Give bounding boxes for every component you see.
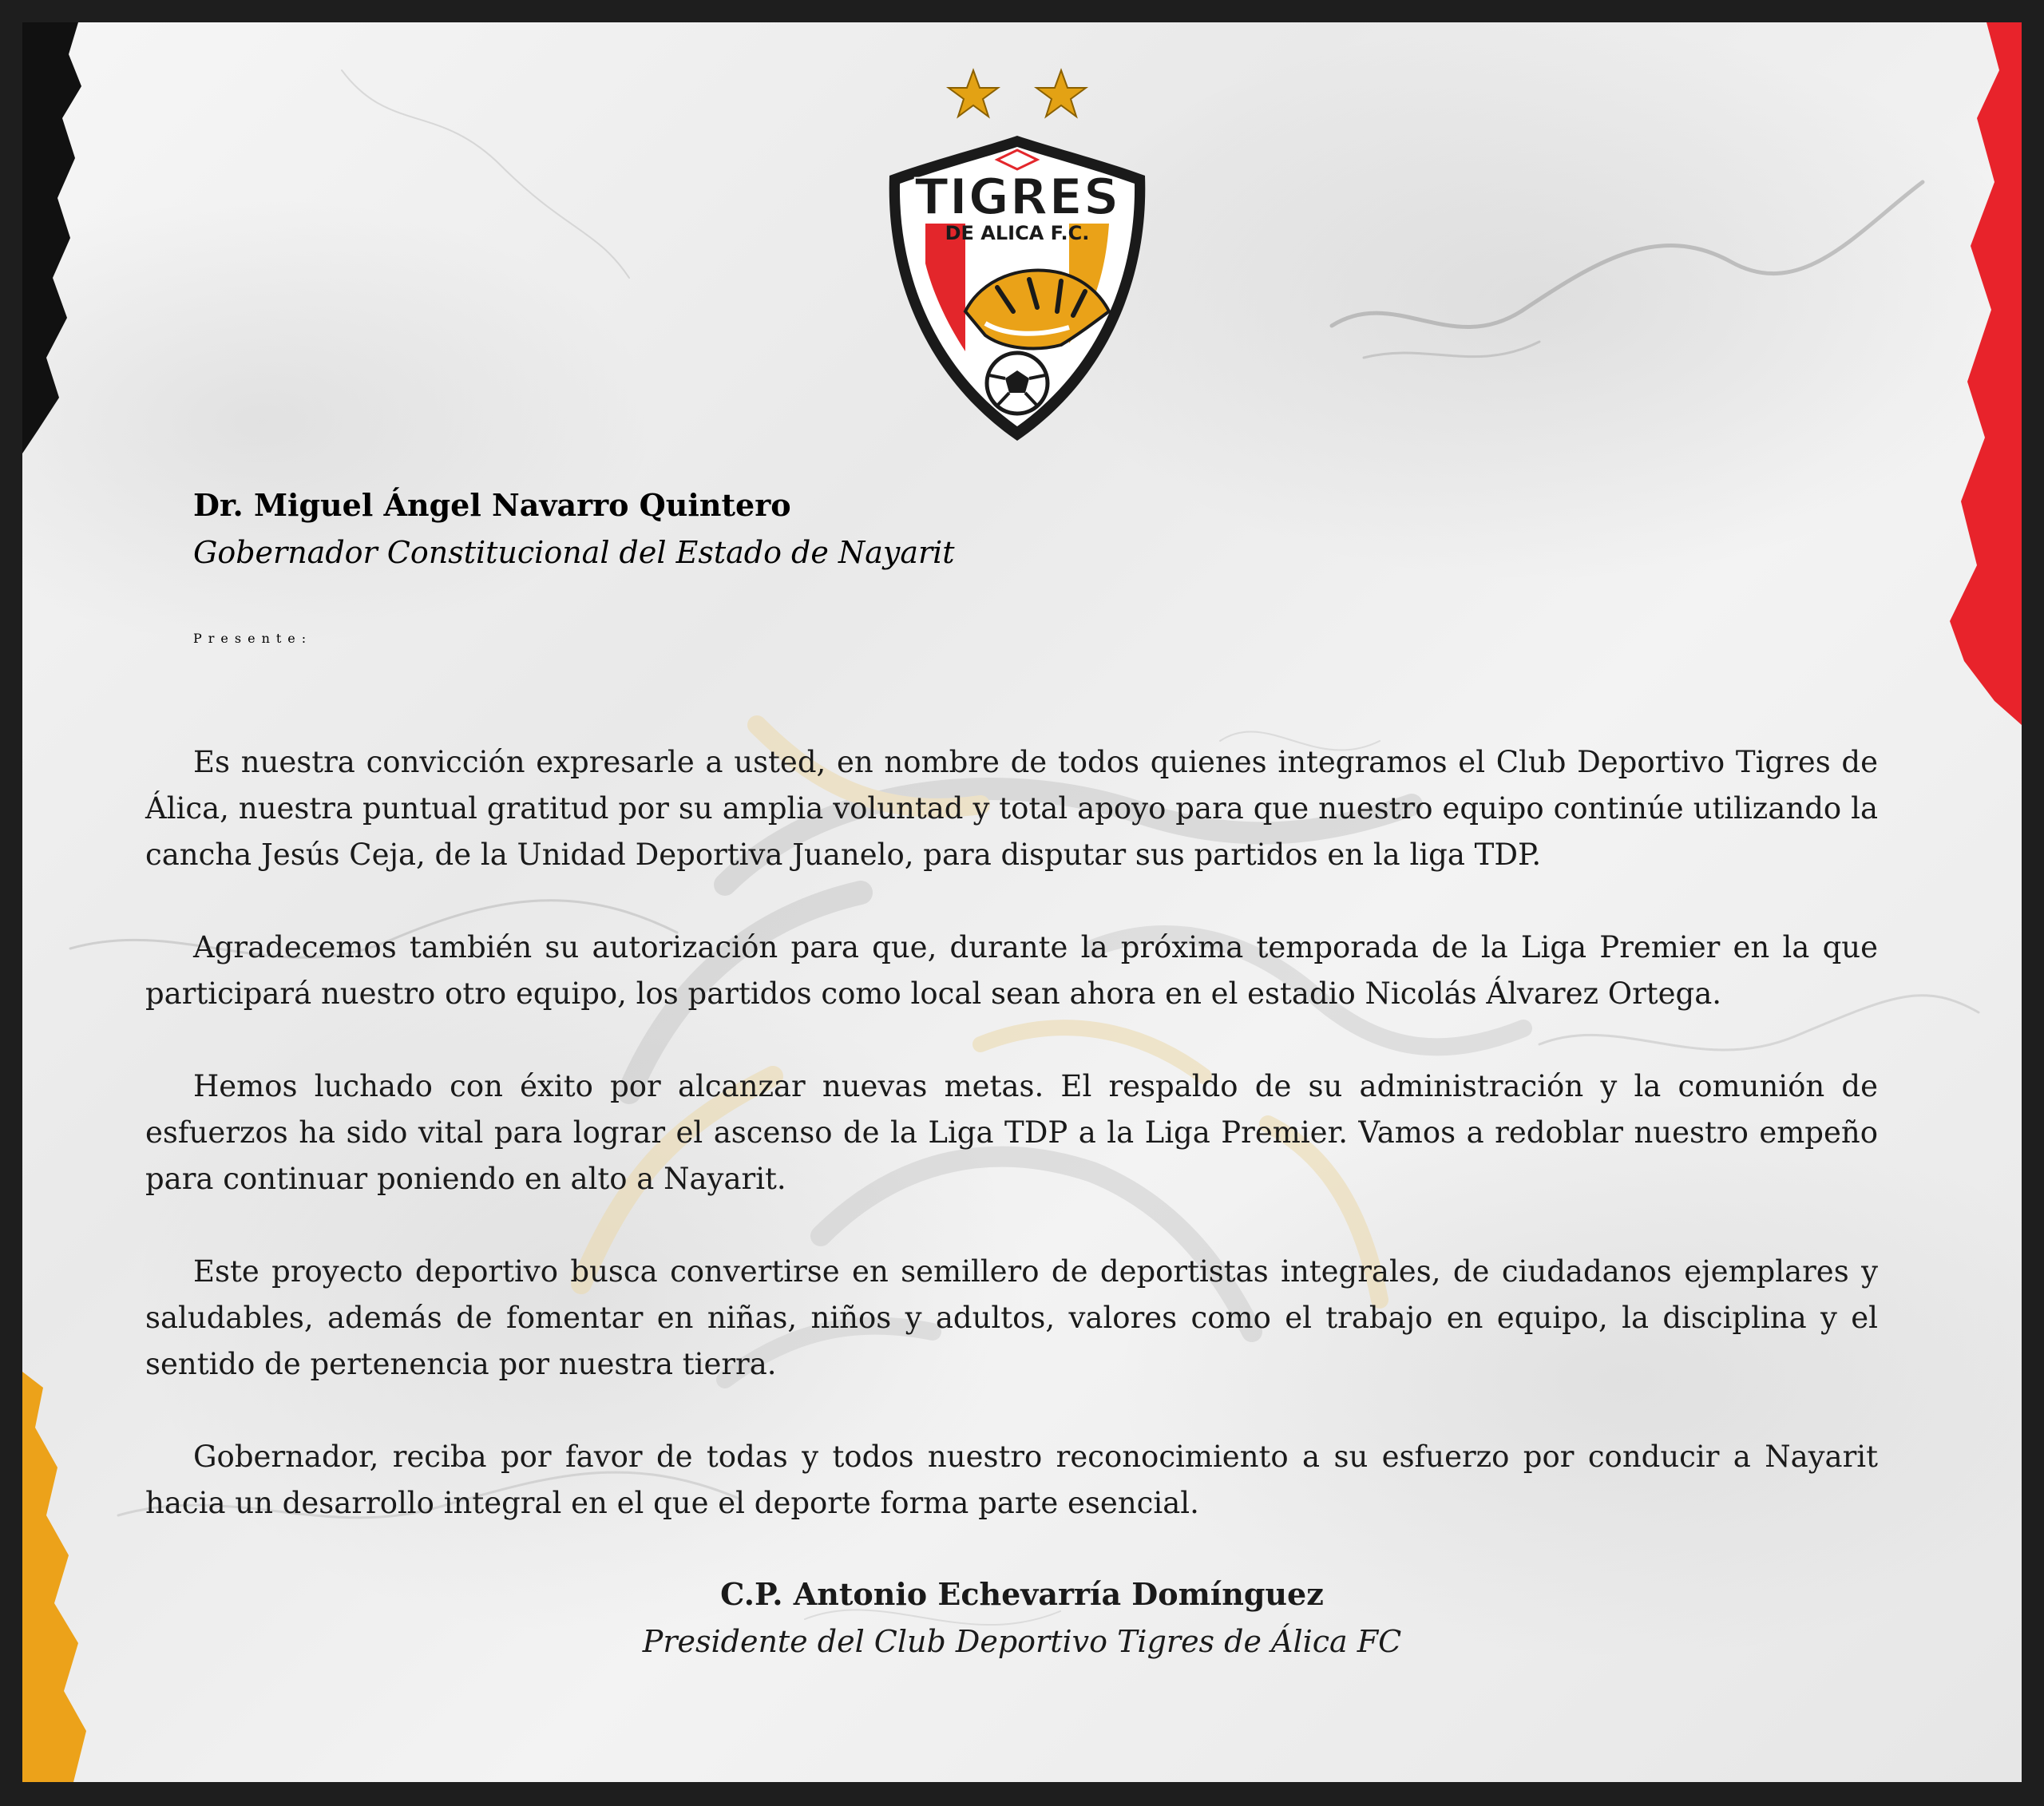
recipient-title: Gobernador Constitucional del Estado de Nayarit: [193, 535, 955, 570]
recipient-name: Dr. Miguel Ángel Navarro Quintero: [193, 487, 791, 523]
signature-title: Presidente del Club Deportivo Tigres de Álica FC: [642, 1624, 1402, 1659]
paragraph: Gobernador, reciba por favor de todas y todos nuestro reconocimiento a su esfuerzo por conducir a Nayarit hacia un desarrollo integral en el que el deporte forma parte esencial.: [145, 1440, 1878, 1520]
paragraph: Es nuestra convicción expresarle a usted, en nombre de todos quienes integramos el Club Deportivo Tigres de Álica, nuestra puntual gratitud por su amplia voluntad y total apoyo para que nuestro equipo continúe utilizando la cancha Jesús Ceja, de la Unidad Deportiva Juanelo, para disputar sus partidos en la liga TDP.: [145, 745, 1878, 872]
paragraph: Agradecemos también su autorización para que, durante la próxima temporada de la Liga Premier en la que participará nuestro otro equipo, los partidos como local sean ahora en el estadio Nicolás Álvarez Ortega.: [145, 930, 1878, 1011]
signature-name: C.P. Antonio Echevarría Domínguez: [720, 1576, 1324, 1612]
crest-name-line2: DE ALICA F.C.: [945, 222, 1090, 244]
salutation: Presente:: [193, 631, 313, 646]
soccer-ball-icon: [987, 353, 1048, 414]
tigres-crest-logo: [877, 48, 1157, 447]
star-icon: [1036, 70, 1086, 117]
crest-name-line1: TIGRES: [914, 168, 1120, 226]
paragraph: Hemos luchado con éxito por alcanzar nuevas metas. El respaldo de su administración y la comunión de esfuerzos ha sido vital para lograr el ascenso de la Liga TDP a la Liga Premier. Vamos a redoblar nuestro empeño para continuar poniendo en alto a Nayarit.: [145, 1069, 1878, 1196]
star-icon: [949, 70, 998, 117]
paragraph: Este proyecto deportivo busca convertirse en semillero de deportistas integrales, de ciudadanos ejemplares y saludables, además de fomentar en niñas, niños y adultos, valores como el trabajo en equipo, la disciplina y el sentido de pertenencia por nuestra tierra.: [145, 1254, 1878, 1381]
letter-page: [22, 22, 2022, 1782]
